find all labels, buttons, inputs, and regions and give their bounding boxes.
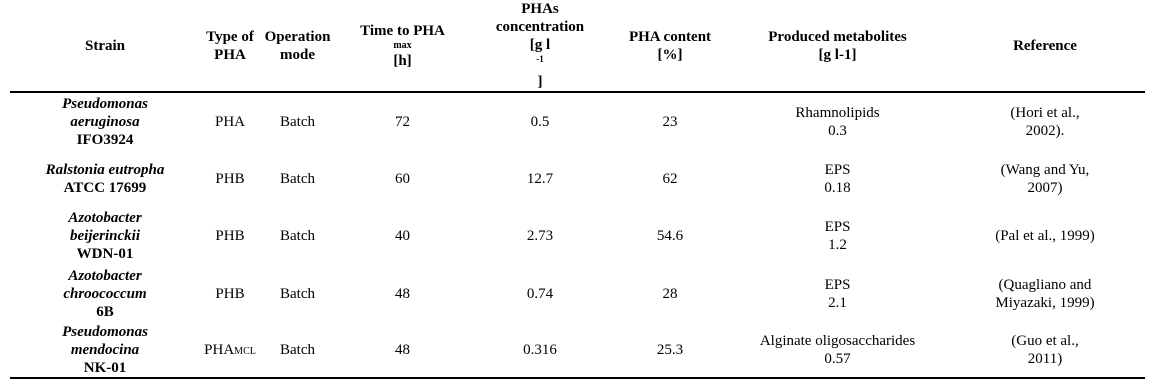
strain-species: aeruginosa xyxy=(70,113,140,130)
strain-code: ATCC 17699 xyxy=(63,179,147,196)
strain-code: NK-01 xyxy=(83,360,127,376)
header-time-sub: max xyxy=(393,39,412,51)
strain-code: IFO3924 xyxy=(76,131,134,148)
metabolite-value: 1.2 xyxy=(828,237,847,253)
table-body xyxy=(10,92,1145,378)
cell-phas-concentration xyxy=(470,92,610,150)
cell-phas-concentration-value: 0.5 xyxy=(530,113,550,130)
strain-line1 xyxy=(12,267,198,285)
cell-time-to-pha-max xyxy=(335,92,470,150)
cell-time-to-pha-max-value: 72 xyxy=(395,113,410,130)
header-content-line1: PHA content xyxy=(628,28,712,45)
header-metab-line1: Produced metabolites xyxy=(768,28,907,45)
cell-time-to-pha-max xyxy=(335,323,470,378)
header-type-line2: PHA xyxy=(214,46,246,63)
header-conc-unit-pre: [g l xyxy=(529,37,551,53)
cell-type-of-pha xyxy=(200,207,260,265)
cell-pha-content-value: 25.3 xyxy=(656,342,684,358)
cell-phas-concentration xyxy=(470,150,610,207)
cell-operation-mode-value: Batch xyxy=(280,228,315,244)
header-conc-line2: concentration xyxy=(495,19,585,35)
cell-operation-mode xyxy=(260,92,335,150)
cell-strain xyxy=(10,265,200,323)
reference-line1: (Hori et al., xyxy=(1010,104,1080,121)
reference-line1: (Guo et al., xyxy=(1011,333,1079,349)
cell-produced-metabolites xyxy=(730,323,945,378)
header-strain-label: Strain xyxy=(84,37,125,54)
cell-time-to-pha-max-value: 40 xyxy=(395,228,410,244)
cell-operation-mode xyxy=(260,323,335,378)
cell-phas-concentration xyxy=(470,207,610,265)
cell-time-to-pha-max-value: 48 xyxy=(395,286,410,302)
cell-pha-content-value: 54.6 xyxy=(656,228,684,244)
cell-operation-mode xyxy=(260,207,335,265)
metabolite-name: EPS xyxy=(824,219,851,235)
cell-time-to-pha-max-value: 48 xyxy=(395,342,410,358)
strain-line2 xyxy=(12,341,198,377)
header-conc-unit-sup: -1 xyxy=(536,54,544,64)
header-conc-unit-post: ] xyxy=(537,74,543,90)
cell-reference xyxy=(945,92,1145,150)
cell-phas-concentration-value: 0.74 xyxy=(526,286,554,302)
strain-line2 xyxy=(12,285,198,321)
cell-type-of-pha xyxy=(200,265,260,323)
header-type-line1: Type of xyxy=(206,28,254,45)
metabolite-name: EPS xyxy=(824,161,851,178)
header-mode-line1: Operation xyxy=(264,28,331,45)
header-time-to-pha-max xyxy=(335,0,470,92)
metabolite-value: 0.3 xyxy=(828,122,847,139)
strain-species: mendocina xyxy=(70,342,140,358)
cell-produced-metabolites xyxy=(730,207,945,265)
type-value: PHB xyxy=(215,170,245,187)
header-row xyxy=(10,0,1145,92)
type-value: PHA xyxy=(204,342,235,358)
metabolite-value: 2.1 xyxy=(828,295,847,311)
header-time-unit: [h] xyxy=(393,52,412,69)
cell-strain xyxy=(10,92,200,150)
type-value: PHB xyxy=(215,286,245,302)
header-phas-concentration xyxy=(470,0,610,92)
cell-reference xyxy=(945,265,1145,323)
cell-pha-content xyxy=(610,265,730,323)
header-metab-line2: [g l-1] xyxy=(818,46,857,63)
strain-genus: Ralstonia eutropha xyxy=(45,161,165,178)
metabolite-name: EPS xyxy=(824,277,851,293)
cell-reference xyxy=(945,150,1145,207)
metabolite-value: 0.57 xyxy=(824,351,851,367)
cell-produced-metabolites xyxy=(730,150,945,207)
strain-genus: Azotobacter xyxy=(68,268,142,284)
table-row xyxy=(10,92,1145,150)
cell-phas-concentration-value: 2.73 xyxy=(526,228,554,244)
strain-genus: Azotobacter xyxy=(68,210,142,226)
table-header xyxy=(10,0,1145,92)
type-subscript: MCL xyxy=(234,346,256,357)
strain-line2 xyxy=(12,227,198,263)
strain-line2 xyxy=(12,113,198,149)
metabolite-value: 0.18 xyxy=(824,179,851,196)
reference-line2: 2007) xyxy=(1027,179,1063,196)
cell-operation-mode xyxy=(260,150,335,207)
cell-phas-concentration xyxy=(470,265,610,323)
header-content-line2: [%] xyxy=(657,46,683,63)
cell-produced-metabolites xyxy=(730,92,945,150)
cell-pha-content xyxy=(610,92,730,150)
cell-time-to-pha-max-value: 60 xyxy=(395,170,410,187)
header-pha-content xyxy=(610,0,730,92)
cell-pha-content-value: 23 xyxy=(662,113,678,130)
cell-pha-content xyxy=(610,323,730,378)
reference-line1: (Pal et al., 1999) xyxy=(995,228,1095,244)
cell-reference xyxy=(945,207,1145,265)
cell-strain xyxy=(10,323,200,378)
type-value: PHA xyxy=(214,113,245,130)
strain-genus: Pseudomonas xyxy=(62,324,148,340)
header-time-line1 xyxy=(337,22,468,52)
cell-time-to-pha-max xyxy=(335,265,470,323)
header-time-main: Time to PHA xyxy=(360,22,445,39)
header-mode-line2: mode xyxy=(280,46,315,63)
cell-operation-mode-value: Batch xyxy=(280,286,315,302)
header-conc-line3 xyxy=(472,36,608,91)
strain-species: beijerinckii xyxy=(70,228,140,244)
cell-operation-mode xyxy=(260,265,335,323)
cell-strain xyxy=(10,207,200,265)
cell-pha-content xyxy=(610,150,730,207)
reference-line2: Miyazaki, 1999) xyxy=(995,295,1095,311)
cell-reference xyxy=(945,323,1145,378)
reference-line2: 2002). xyxy=(1025,122,1065,139)
strain-line2 xyxy=(12,179,198,197)
header-produced-metabolites xyxy=(730,0,945,92)
cell-pha-content-value: 28 xyxy=(662,286,678,302)
cell-type-of-pha xyxy=(200,92,260,150)
cell-operation-mode-value: Batch xyxy=(280,342,315,358)
reference-line2: 2011) xyxy=(1027,351,1063,367)
cell-strain xyxy=(10,150,200,207)
strain-line1 xyxy=(12,161,198,179)
table-row xyxy=(10,150,1145,207)
header-operation-mode xyxy=(260,0,335,92)
cell-pha-content-value: 62 xyxy=(662,170,678,187)
header-reference xyxy=(945,0,1145,92)
pha-production-table xyxy=(10,0,1145,379)
cell-pha-content xyxy=(610,207,730,265)
strain-genus: Pseudomonas xyxy=(62,95,148,112)
cell-time-to-pha-max xyxy=(335,207,470,265)
strain-line1 xyxy=(12,209,198,227)
cell-operation-mode-value: Batch xyxy=(280,170,315,187)
cell-type-of-pha xyxy=(200,323,260,378)
cell-time-to-pha-max xyxy=(335,150,470,207)
type-value: PHB xyxy=(215,228,245,244)
cell-phas-concentration xyxy=(470,323,610,378)
reference-line1: (Quagliano and xyxy=(998,277,1092,293)
reference-line1: (Wang and Yu, xyxy=(1000,161,1090,178)
strain-line1 xyxy=(12,95,198,113)
metabolite-name: Alginate oligosaccharides xyxy=(759,333,916,349)
strain-code: 6B xyxy=(96,304,114,320)
table-row xyxy=(10,265,1145,323)
strain-species: chroococcum xyxy=(63,286,147,302)
cell-operation-mode-value: Batch xyxy=(280,113,315,130)
cell-produced-metabolites xyxy=(730,265,945,323)
cell-phas-concentration-value: 12.7 xyxy=(526,170,554,187)
table-row xyxy=(10,207,1145,265)
metabolite-name: Rhamnolipids xyxy=(795,104,880,121)
cell-type-of-pha xyxy=(200,150,260,207)
cell-phas-concentration-value: 0.316 xyxy=(523,342,557,358)
header-conc-line1: PHAs xyxy=(521,1,559,17)
table-row xyxy=(10,323,1145,378)
header-type-of-pha xyxy=(200,0,260,92)
header-reference-label: Reference xyxy=(1013,37,1077,54)
strain-line1 xyxy=(12,323,198,341)
strain-code: WDN-01 xyxy=(76,246,134,262)
header-strain xyxy=(10,0,200,92)
